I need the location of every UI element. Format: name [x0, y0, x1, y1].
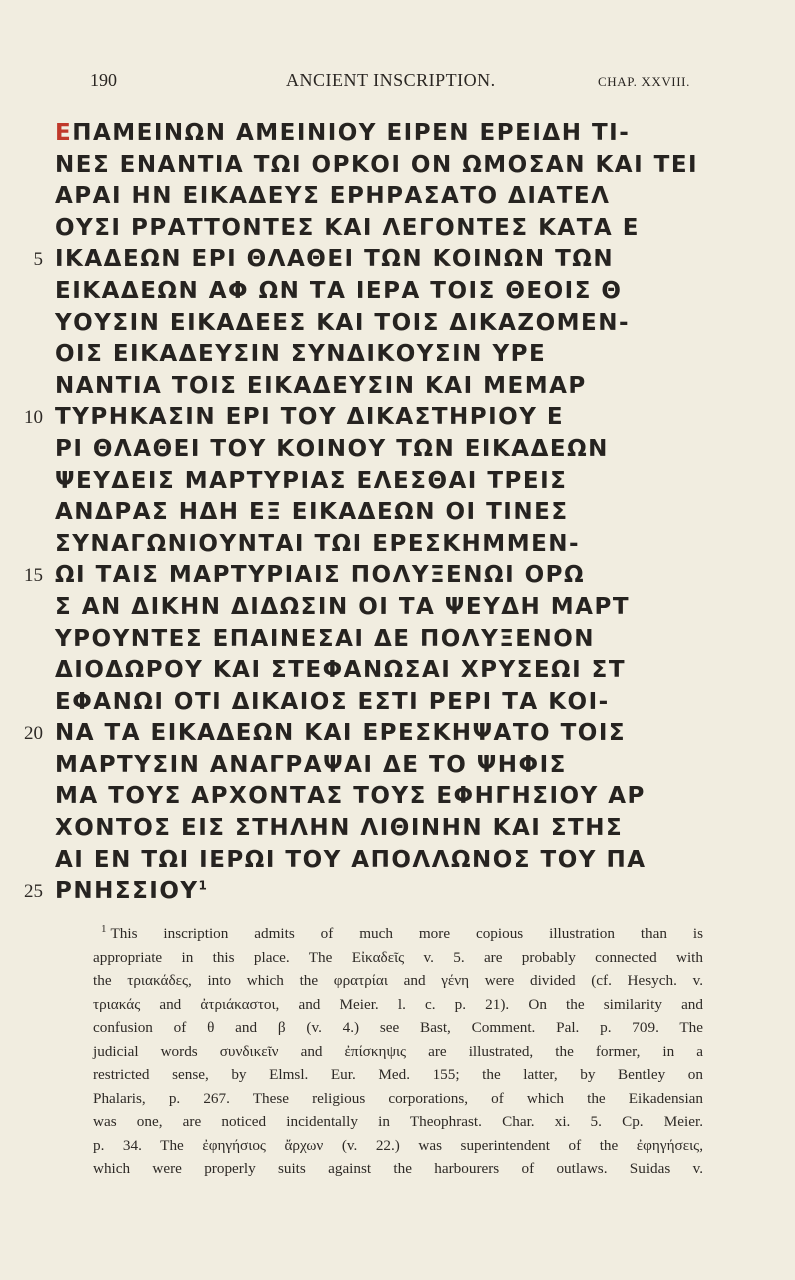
footnote-text: the τριακάδες, into which the φρατρίαι and γένη were divided (cf. Hesych. v.: [93, 972, 703, 989]
inscription-line: [55, 276, 775, 308]
inscription-text: [55, 718, 626, 750]
inscription-text: [55, 308, 630, 340]
running-header: [0, 70, 795, 98]
inscription-line: [55, 150, 775, 182]
inscription-line-text: ΑΡΑΙ ΗΝ ΕΙΚΑΔΕΥΣ ΕΡΗΡΑΣΑΤΟ ΔΙΑΤΕΛ: [55, 183, 611, 210]
inscription-line: [55, 687, 775, 719]
inscription-line-text: ΑΙ ΕΝ ΤΩΙ ΙΕΡΩΙ ΤΟΥ ΑΠΟΛΛΩΝΟΣ ΤΟΥ ΠΑ: [55, 846, 647, 873]
inscription-line-text: ΟΥΣΙ ΡΡΑΤΤΟΝΤΕΣ ΚΑΙ ΛΕΓΟΝΤΕΣ ΚΑΤΑ Ε: [55, 214, 640, 241]
line-number: 25: [24, 881, 43, 903]
inscription-line: [55, 845, 775, 877]
inscription-text: [55, 118, 630, 150]
footnote-text: p. 34. The ἐφηγήσιος ἄρχων (v. 22.) was superintendent of the ἐφηγήσεις,: [93, 1136, 703, 1154]
inscription-line: [55, 466, 775, 498]
inscription-text: [55, 592, 630, 624]
inscription-line-text: ΔΙΟΔΩΡΟΥ ΚΑΙ ΣΤΕΦΑΝΩΣΑΙ ΧΡΥΣΕΩΙ ΣΤ: [55, 657, 627, 684]
footnote-text: τριακάς and ἀτριάκαστοι, and Meier. l. c. p. 21). On the similarity and: [93, 995, 703, 1013]
inscription-text: [55, 402, 564, 434]
inscription-line: [55, 339, 775, 371]
inscription-text: [55, 813, 623, 845]
inscription-line: [24, 876, 775, 908]
inscription-line: [24, 560, 775, 592]
inscription-line-text: ΝΑ ΤΑ ΕΙΚΑΔΕΩΝ ΚΑΙ ΕΡΕΣΚΗΨΑΤΟ ΤΟΙΣ: [55, 720, 627, 747]
inscription-line-text: ΥΡΟΥΝΤΕΣ ΕΠΑΙΝΕΣΑΙ ΔΕ ΠΟΛΥΞΕΝΟΝ: [55, 625, 596, 652]
inscription-text: [55, 213, 640, 245]
footnote-line: [93, 1087, 703, 1111]
inscription-line: [24, 402, 775, 434]
inscription-line: [55, 813, 775, 845]
inscription-line-text: ΜΑ ΤΟΥΣ ΑΡΧΟΝΤΑΣ ΤΟΥΣ ΕΦΗΓΗΣΙΟΥ ΑΡ: [55, 783, 646, 810]
inscription-line-text: ΧΟΝΤΟΣ ΕΙΣ ΣΤΗΛΗΝ ΛΙΘΙΝΗΝ ΚΑΙ ΣΤΗΣ: [55, 815, 624, 842]
inscription-line-text: ΑΝΔΡΑΣ ΗΔΗ ΕΞ ΕΙΚΑΔΕΩΝ ΟΙ ΤΙΝΕΣ: [55, 499, 569, 526]
inscription-text: [55, 181, 610, 213]
inscription-line-text: ΡΙ ΘΛΑΘΕΙ ΤΟΥ ΚΟΙΝΟΥ ΤΩΝ ΕΙΚΑΔΕΩΝ: [55, 435, 609, 462]
footnote-text: confusion of θ and β (v. 4.) see Bast, Comment. Pal. p. 709. The: [93, 1019, 703, 1036]
running-title: ANCIENT INSCRIPTION.: [286, 70, 496, 90]
inscription-line-text: ΡΝΗΣΣΙΟΥ: [55, 878, 199, 905]
footnote-text: judicial words συνδικεῖν and ἐπίσκηψις are illustrated, the former, in a: [93, 1042, 703, 1060]
inscription-line: [24, 718, 775, 750]
footnote-text: appropriate in this place. The Εἰκαδεῖς v. 5. are probably connected with: [93, 948, 703, 966]
inscription-line: [55, 213, 775, 245]
inscription-line: [55, 655, 775, 687]
greek-inscription: [24, 118, 775, 908]
footnote-text: This inscription admits of much more copious illustration than is: [110, 925, 703, 942]
footnote-line: [93, 1016, 703, 1040]
inscription-text: [55, 750, 567, 782]
line-number: 20: [24, 723, 43, 745]
inscription-line: [55, 592, 775, 624]
footnote-line: [93, 1134, 703, 1158]
inscription-line-text: ΨΕΥΔΕΙΣ ΜΑΡΤΥΡΙΑΣ ΕΛΕΣΘΑΙ ΤΡΕΙΣ: [55, 467, 568, 494]
inscription-line: [55, 781, 775, 813]
line-number: 10: [24, 407, 43, 429]
inscription-text: [55, 687, 610, 719]
inscription-line-text: ΝΑΝΤΙΑ ΤΟΙΣ ΕΙΚΑΔΕΥΣΙΝ ΚΑΙ ΜΕΜΑΡ: [55, 372, 587, 399]
inscription-text: [55, 845, 647, 877]
inscription-line-text: ΙΚΑΔΕΩΝ ΕΡΙ ΘΛΑΘΕΙ ΤΩΝ ΚΟΙΝΩΝ ΤΩΝ: [55, 246, 615, 273]
footnote-line: [93, 1157, 703, 1181]
inscription-line: [55, 497, 775, 529]
footnote-text: was one, are noticed incidentally in Theophrast. Char. xi. 5. Cp. Meier.: [93, 1113, 703, 1130]
inscription-line: [55, 118, 775, 150]
inscription-text: [55, 276, 622, 308]
inscription-text: [55, 781, 646, 813]
inscription-text: [55, 497, 569, 529]
inscription-line: [55, 181, 775, 213]
inscription-line: [55, 624, 775, 656]
line-number: 15: [24, 565, 43, 587]
inscription-line: [55, 308, 775, 340]
footnote-line: [93, 993, 703, 1017]
red-initial-letter: Ε: [55, 120, 73, 146]
inscription-line-text: ΕΦΑΝΩΙ ΟΤΙ ΔΙΚΑΙΟΣ ΕΣΤΙ ΡΕΡΙ ΤΑ ΚΟΙ-: [55, 688, 610, 715]
inscription-text: [55, 244, 614, 276]
footnote-line: [93, 946, 703, 970]
inscription-line: [33, 244, 775, 276]
inscription-text: [55, 624, 595, 656]
footnote-reference: 1: [198, 878, 209, 893]
footnote-text: restricted sense, by Elmsl. Eur. Med. 155; the latter, by Bentley on: [93, 1066, 703, 1083]
footnote-line: [93, 969, 703, 993]
inscription-line-text: ΤΥΡΗΚΑΣΙΝ ΕΡΙ ΤΟΥ ΔΙΚΑΣΤΗΡΙΟΥ Ε: [55, 404, 565, 431]
page-number: 190: [90, 70, 117, 90]
footnote-marker: 1: [101, 922, 107, 935]
inscription-line-text: ΩΙ ΤΑΙΣ ΜΑΡΤΥΡΙΑΙΣ ΠΟΛΥΞΕΝΩΙ ΟΡΩ: [55, 562, 586, 589]
footnote-text: which were properly suits against the harbourers of outlaws. Suidas v.: [93, 1160, 703, 1177]
inscription-line-text: ΕΙΚΑΔΕΩΝ ΑΦ ΩΝ ΤΑ ΙΕΡΑ ΤΟΙΣ ΘΕΟΙΣ Θ: [55, 277, 623, 304]
inscription-line: [55, 434, 775, 466]
inscription-line-text: ΝΕΣ ΕΝΑΝΤΙΑ ΤΩΙ ΟΡΚΟΙ ΟΝ ΩΜΟΣΑΝ ΚΑΙ ΤΕΙ: [55, 151, 699, 178]
inscription-text: [55, 434, 609, 466]
line-number: 5: [33, 249, 43, 271]
footnote-text: Phalaris, p. 267. These religious corporations, of which the Eikadensian: [93, 1089, 703, 1107]
inscription-line-text: ΟΙΣ ΕΙΚΑΔΕΥΣΙΝ ΣΥΝΔΙΚΟΥΣΙΝ ΥΡΕ: [55, 341, 547, 368]
footnote-line: [93, 922, 703, 946]
inscription-line-text: ΣΥΝΑΓΩΝΙΟΥΝΤΑΙ ΤΩΙ ΕΡΕΣΚΗΜΜΕΝ-: [55, 530, 581, 557]
footnote-line: [93, 1040, 703, 1064]
inscription-text: [55, 371, 587, 403]
footnote: [93, 922, 703, 1181]
inscription-text: [55, 529, 580, 561]
footnote-line: [93, 1110, 703, 1134]
chapter-label: CHAP. XXVIII.: [598, 74, 690, 89]
inscription-line-text: ΜΑΡΤΥΣΙΝ ΑΝΑΓΡΑΨΑΙ ΔΕ ΤΟ ΨΗΦΙΣ: [55, 751, 567, 778]
inscription-line-text: Σ ΑΝ ΔΙΚΗΝ ΔΙΔΩΣΙΝ ΟΙ ΤΑ ΨΕΥΔΗ ΜΑΡΤ: [55, 593, 631, 620]
inscription-text: [55, 339, 546, 371]
inscription-text: [55, 466, 567, 498]
inscription-text: [55, 560, 585, 592]
inscription-line: [55, 529, 775, 561]
inscription-text: [55, 876, 208, 908]
inscription-line: [55, 371, 775, 403]
footnote-line: [93, 1063, 703, 1087]
inscription-text: [55, 655, 626, 687]
inscription-line: [55, 750, 775, 782]
inscription-text: [55, 150, 698, 182]
inscription-line-text: ΥΟΥΣΙΝ ΕΙΚΑΔΕΕΣ ΚΑΙ ΤΟΙΣ ΔΙΚΑΖΟΜΕΝ-: [55, 309, 631, 336]
inscription-line-text: ΠΑΜΕΙΝΩΝ ΑΜΕΙΝΙΟΥ ΕΙΡΕΝ ΕΡΕΙΔΗ ΤΙ-: [72, 120, 631, 146]
